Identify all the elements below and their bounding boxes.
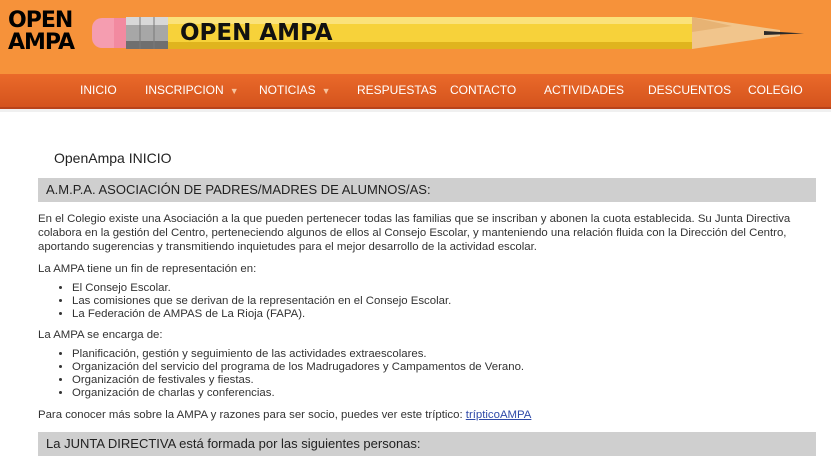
outro-paragraph [38,408,828,422]
section-header-label: La JUNTA DIRECTIVA está formada por las siguientes personas: [46,436,421,451]
nav-item-descuentos[interactable] [648,74,731,107]
site-header [0,0,831,74]
nav-label: NOTICIAS [259,83,316,97]
nav-shadow-divider [0,109,831,112]
list-item: • Organización de charlas y conferencias. [72,387,524,400]
nav-item-contacto[interactable] [450,74,516,107]
nav-item-colegio[interactable] [748,74,803,107]
banner-title: OPEN AMPA [180,20,333,46]
nav-label: DESCUENTOS [648,83,732,97]
list-item: • Las comisiones que se derivan de la representación en el Consejo Escolar. [72,295,451,308]
nav-label: INICIO [80,83,117,97]
tasks-title: La AMPA se encarga de: [38,329,163,341]
nav-label: INSCRIPCION [145,83,224,97]
nav-item-respuestas[interactable] [357,74,437,107]
intro-paragraph: En el Colegio existe una Asociación a la que pueden pertenecer todas las familias que se inscriban y abonen la cuota establecida. Su Junta Directiva colabora en la gestión del Centro, perteneciendo algunos de ellos al Consejo Escolar, y manteniendo una relación fluida con la Dirección del Centro, aportando sugerencias y transmitiendo inquietudes para el mejor desarrollo de la actividad escolar. [38,213,791,253]
triptico-link[interactable]: trípticoAMPA [465,409,532,421]
nav-item-noticias[interactable] [259,74,331,107]
list-item: • Organización del servicio del programa de los Madrugadores y Campamentos de Verano. [72,361,524,374]
dropdown-arrow-icon: ▼ [229,86,239,96]
logo-line-1: OPEN [8,8,73,33]
tasks-list [56,348,524,400]
section-header-label: A.M.P.A. ASOCIACIÓN DE PADRES/MADRES DE ALUMNOS/AS: [46,182,431,197]
main-nav [0,74,831,109]
nav-label: COLEGIO [748,83,803,97]
list-item: • Organización de festivales y fiestas. [72,374,524,387]
dropdown-arrow-icon: ▼ [321,86,331,96]
nav-label: RESPUESTAS [357,83,437,97]
nav-item-actividades[interactable] [544,74,624,107]
list-item: • El Consejo Escolar. [72,282,451,295]
openampa-logo[interactable] [8,10,88,56]
section-header-ampa [38,178,816,202]
representation-list [56,282,451,321]
nav-item-inicio[interactable] [80,74,117,107]
section-header-junta [38,432,816,456]
list-item: • La Federación de AMPAS de La Rioja (FAPA). [72,308,451,321]
nav-item-inscripcion[interactable] [145,74,239,107]
nav-label: CONTACTO [450,83,517,97]
logo-line-2: AMPA [8,30,75,55]
representation-title: La AMPA tiene un fin de representación en: [38,263,257,275]
page-title: OpenAmpa INICIO [54,150,172,166]
list-item: • Planificación, gestión y seguimiento de las actividades extraescolares. [72,348,524,361]
outro-text: Para conocer más sobre la AMPA y razones para ser socio, puedes ver este tríptico: [38,409,466,421]
nav-label: ACTIVIDADES [544,83,625,97]
